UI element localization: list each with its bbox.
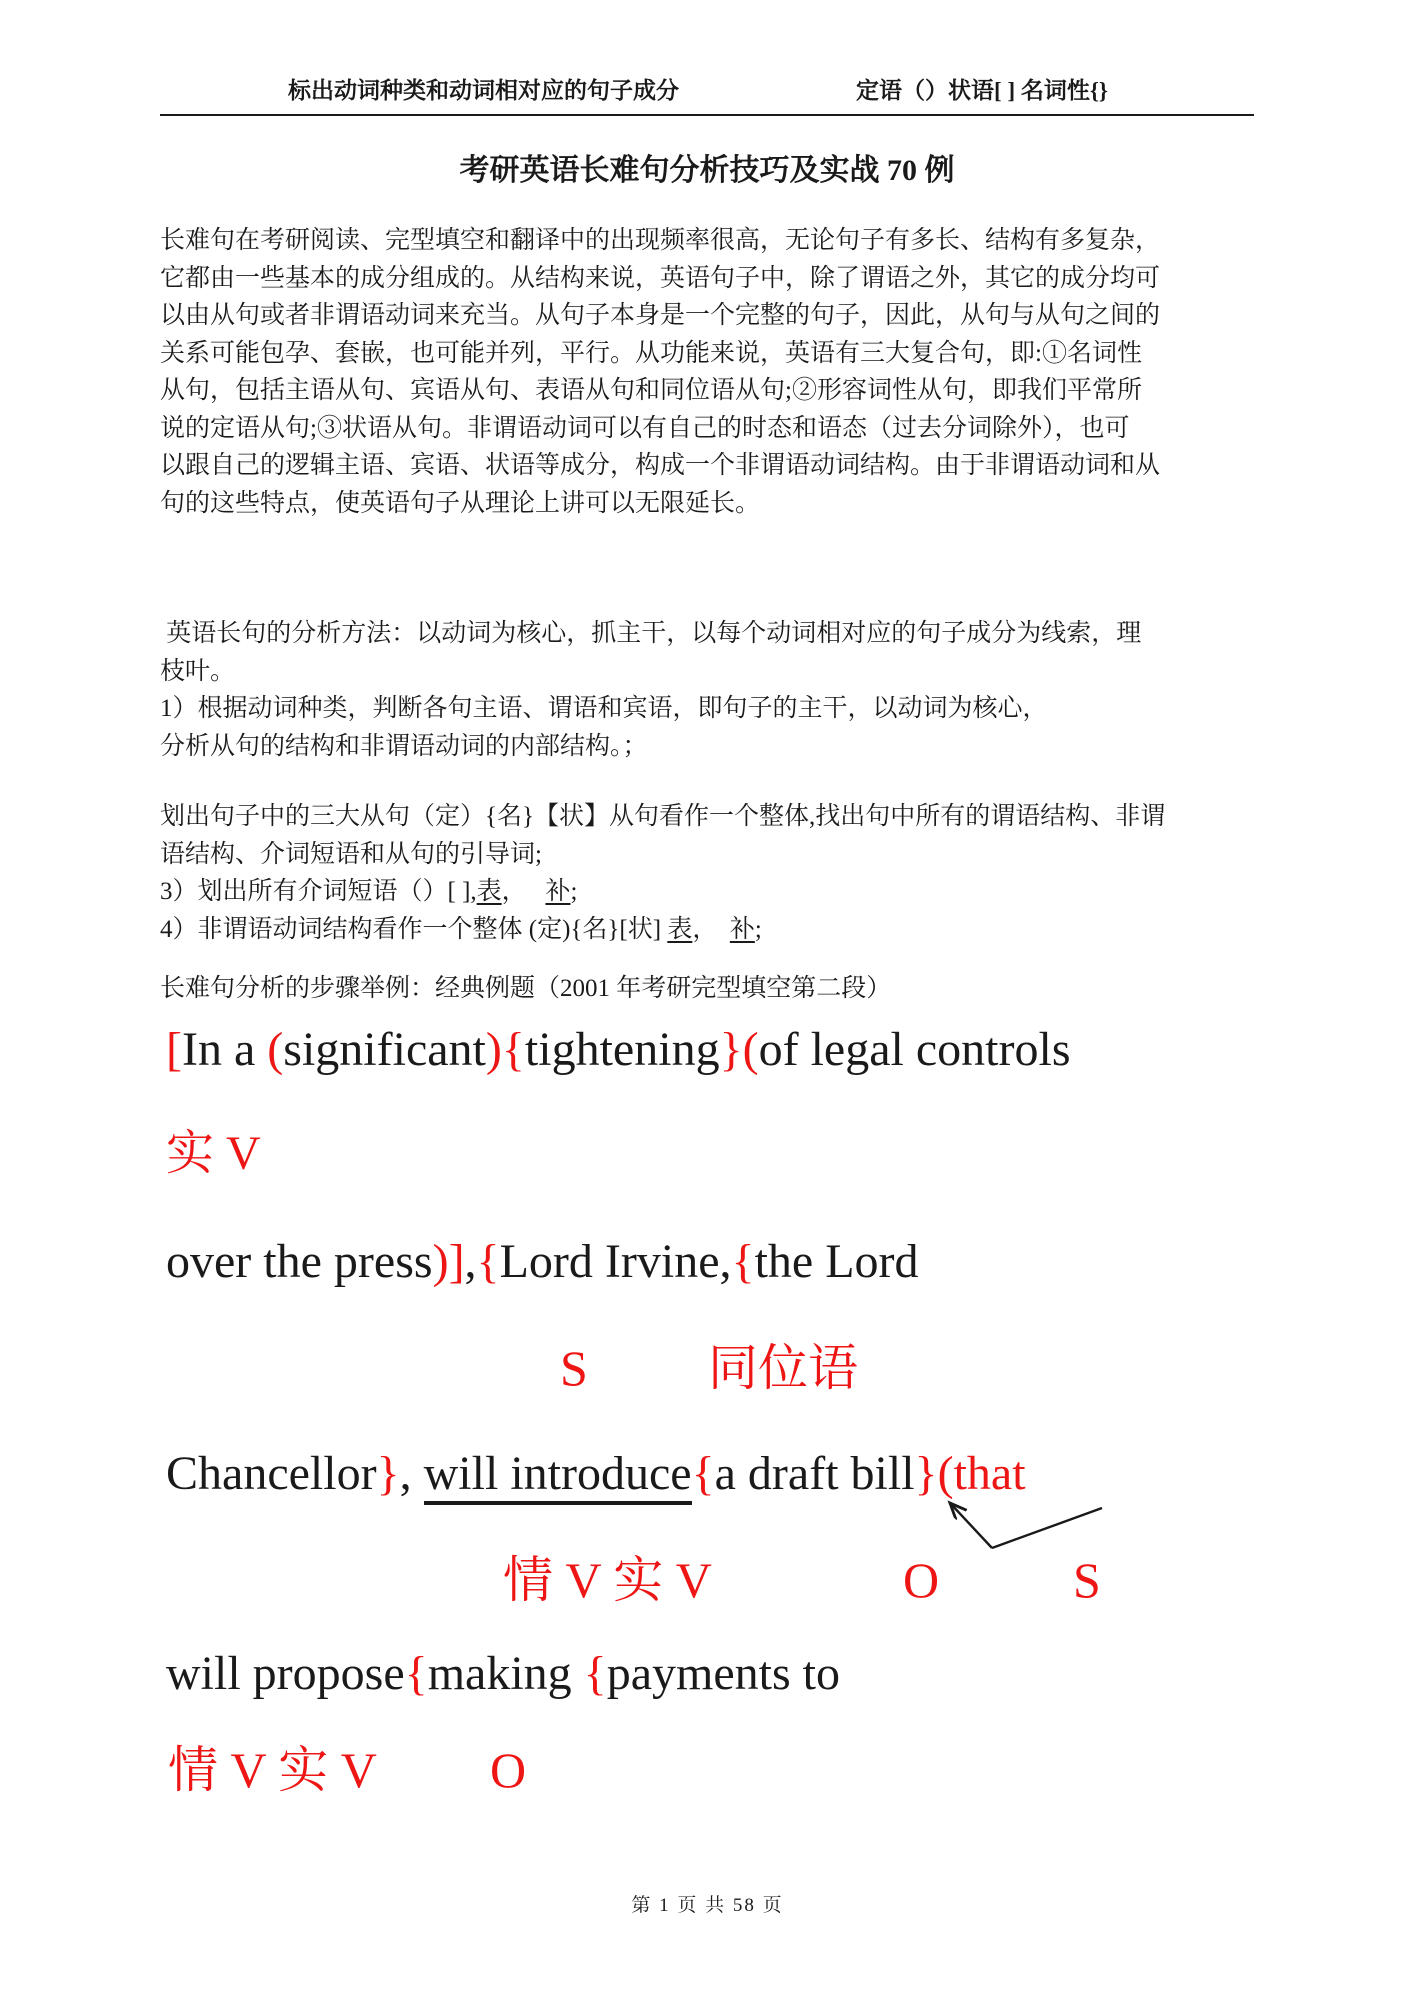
object-label: O [903,1552,940,1608]
text-segment: In a [181,1023,268,1076]
text-segment: 表 [667,915,693,943]
red-bracket-marker: { [476,1235,500,1288]
red-bracket-marker: { [691,1447,715,1500]
text-segment: 3）划出所有介词短语（）[ ], [160,878,477,905]
text-segment: the Lord [754,1235,919,1288]
red-bracket-marker: { [583,1647,607,1700]
text-segment: tightening [524,1023,720,1076]
modal-verb-label: 情 V 实 V [503,1552,712,1608]
text-segment: will introduce [424,1447,692,1505]
text-line: 枝叶。 [160,657,236,685]
text-segment: payments to [606,1647,841,1700]
sentence-line-3 [160,1444,1310,1504]
text-segment: over the press [166,1235,433,1288]
text-line: 句的这些特点，使英语句子从理论上讲可以无限延长。 [160,489,761,517]
red-bracket-marker: [ [166,1023,182,1076]
red-bracket-marker: )] [432,1235,465,1288]
step3-line [160,873,1254,911]
red-bracket-marker: 实 V [166,1127,261,1180]
text-line: 分析从句的结构和非谓语动词的内部结构。； [160,732,648,760]
document-page [160,0,1254,1008]
steps-lines [160,798,1254,873]
text-segment: ， [692,915,730,943]
text-line: 长难句在考研阅读、完型填空和翻译中的出现频率很高，无论句子有多长、结构有多复杂， [160,227,1161,254]
steps-paragraph [160,798,1254,948]
text-segment: making [427,1647,584,1700]
red-bracket-marker: }( [719,1023,759,1076]
page-number: 第 1 页 共 58 页 [631,1895,784,1916]
text-segment: Lord Irvine, [499,1235,732,1288]
text-line: 语结构、介词短语和从句的引导词; [160,840,542,868]
sentence-line-2 [160,1232,1310,1292]
text-segment: ; [570,878,578,905]
text-segment: will propose [166,1647,405,1700]
text-line: 英语长句的分析方法：以动词为核心，抓主干，以每个动词相对应的句子成分为线索，理 [160,620,1142,647]
step4-line [160,911,1254,949]
red-bracket-marker: } [376,1447,400,1500]
object-label-2: O [490,1742,527,1798]
text-line: 以跟自己的逻辑主语、宾语、状语等成分，构成一个非谓语动词结构。由于非谓语动词和从 [160,452,1161,479]
intro-paragraph [160,222,1254,522]
subject-label-2: S [1073,1552,1101,1608]
label-row-verbs-object-2 [160,1740,1310,1804]
subject-label: S [560,1340,588,1396]
label-row-verbs-object-subject [160,1550,1310,1614]
text-segment: 表 [476,878,502,905]
text-line: 1）根据动词种类，判断各句主语、谓语和宾语，即句子的主干，以动词为核心， [160,695,1048,722]
red-bracket-marker: { [731,1235,755,1288]
modal-verb-label-2: 情 V 实 V [168,1742,377,1798]
text-segment: Chancellor [166,1447,377,1500]
text-segment: of legal controls [758,1023,1071,1076]
reference-arrow [935,1494,1117,1558]
label-row-subject-appositive [160,1338,1310,1402]
text-segment: 4）非谓语动词结构看作一个整体 (定){名}[状] [160,915,668,943]
text-segment: a draft bill [714,1447,915,1500]
document-title: 考研英语长难句分析技巧及实战 70 例 [459,154,955,187]
sentence-line-1 [160,1020,1310,1080]
text-segment: , [399,1447,424,1500]
red-bracket-marker: ){ [485,1023,525,1076]
text-segment: significant [283,1023,486,1076]
header-right-note: 定语（）状语[ ] 名词性{} [856,78,1108,103]
sentence-line-4 [160,1644,1310,1704]
verb-type-label-1 [160,1124,1310,1184]
text-line: 它都由一些基本的成分组成的。从结构来说，英语句子中，除了谓语之外，其它的成分均可 [160,264,1161,292]
text-line: 划出句子中的三大从句（定）{名}【状】从句看作一个整体,找出句中所有的谓语结构、非谓 [160,803,1166,830]
red-bracket-marker: { [404,1647,428,1700]
text-segment: ， [501,878,546,905]
text-segment: 补 [729,915,755,943]
text-line: 从句，包括主语从句、宾语从句、表语从句和同位语从句;②形容词性从句，即我们平常所 [160,377,1142,404]
header-left-note: 标出动词种类和动词相对应的句子成分 [288,78,679,103]
method-paragraph [160,615,1254,765]
red-bracket-marker: }(that [914,1447,1026,1500]
red-bracket-marker: ( [267,1023,284,1076]
text-segment: 补 [545,878,571,905]
text-line: 关系可能包孕、套嵌，也可能并列，平行。从功能来说，英语有三大复合句，即:①名词性 [160,339,1142,367]
text-segment: ; [754,915,762,943]
example-intro-line: 长难句分析的步骤举例：经典例题（2001 年考研完型填空第二段） [160,975,892,1002]
text-line: 以由从句或者非谓语动词来充当。从句子本身是一个完整的句子，因此，从句与从句之间的 [160,302,1161,329]
page-header [160,0,1254,116]
text-segment: , [464,1235,477,1288]
appositive-label: 同位语 [708,1340,858,1396]
text-line: 说的定语从句;③状语从句。非谓语动词可以有自己的时态和语态（过去分词除外），也可 [160,414,1130,442]
